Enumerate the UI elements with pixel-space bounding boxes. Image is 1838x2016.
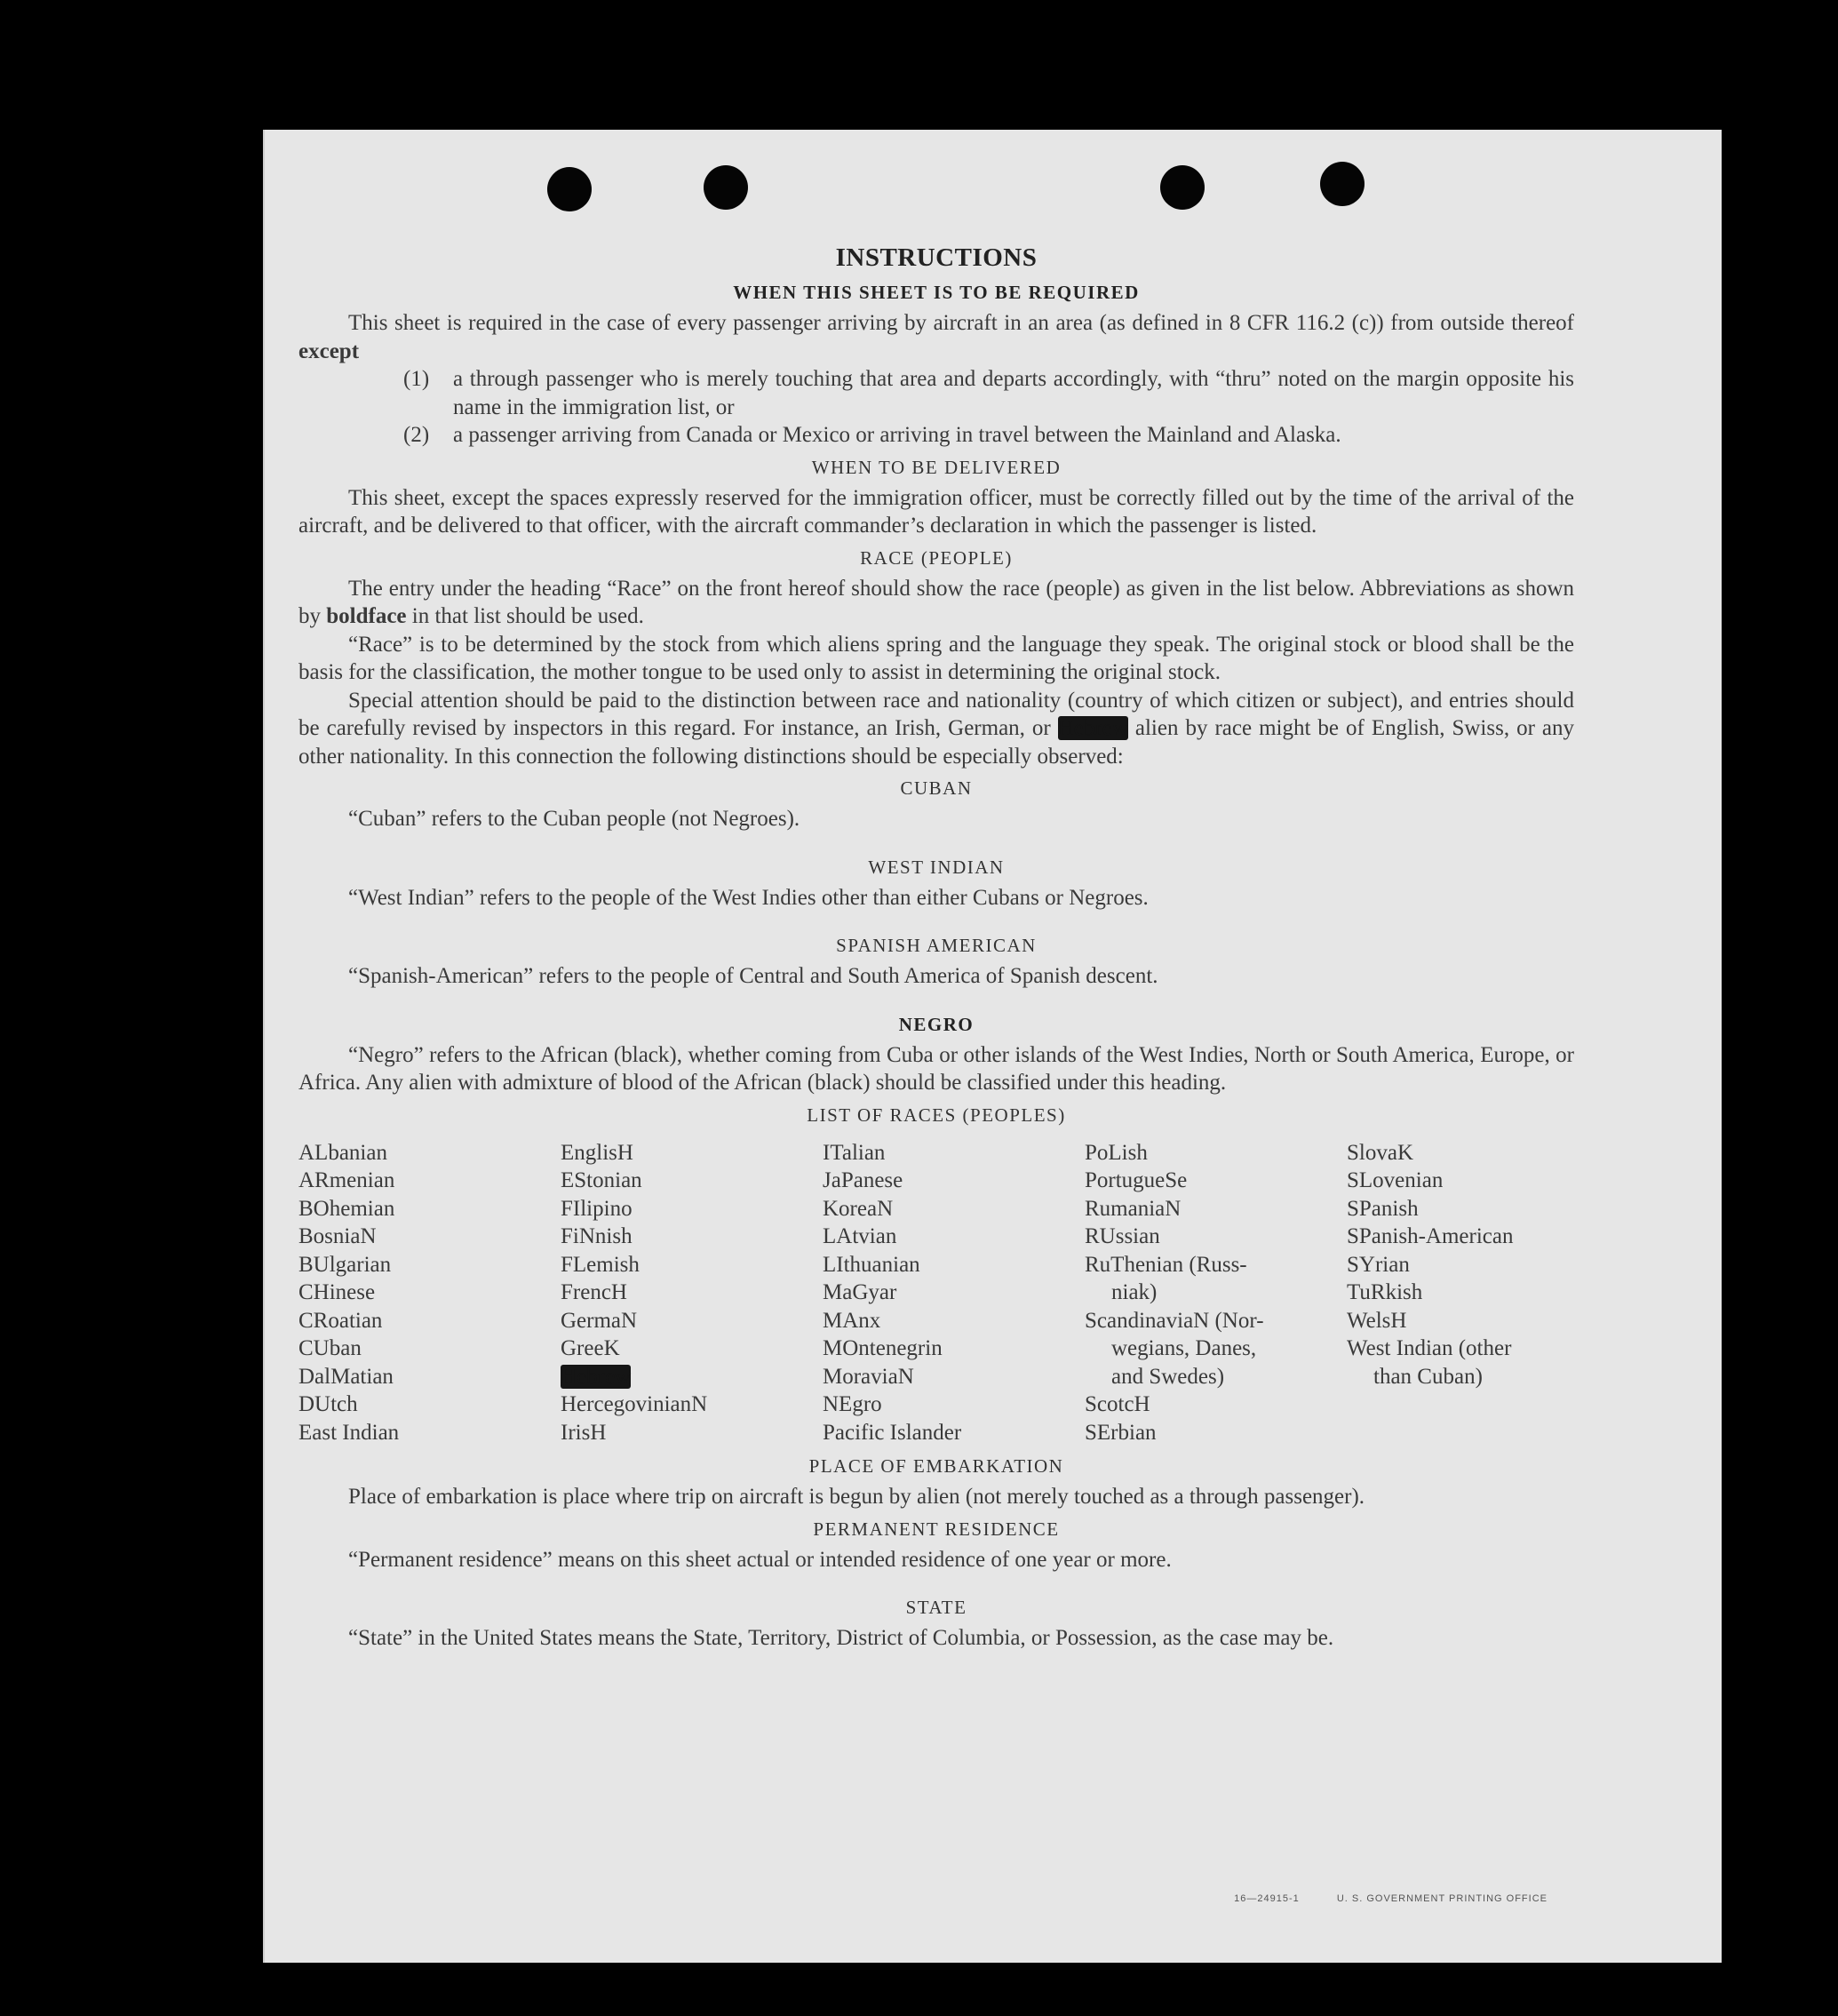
race-item: MAnx xyxy=(823,1308,881,1333)
race-item: BUlgarian xyxy=(298,1252,392,1277)
race-column xyxy=(298,1139,561,1447)
race-column xyxy=(561,1139,823,1447)
race-item: MOntenegrin xyxy=(823,1336,943,1360)
section-heading-when-delivered: WHEN TO BE DELIVERED xyxy=(811,456,1062,478)
section-heading-negro: NEGRO xyxy=(898,1013,975,1035)
race-item: DUtch xyxy=(298,1392,358,1416)
race-item-continuation: than Cuban) xyxy=(1373,1364,1483,1389)
permanent-residence-definition: “Permanent residence” means on this sheet actual or intended residence of one year or more. xyxy=(348,1547,1172,1572)
race-item: SLovenian xyxy=(1347,1168,1444,1192)
section-heading-state: STATE xyxy=(905,1597,967,1618)
race-item: EnglisH xyxy=(561,1140,633,1165)
race-item: CUban xyxy=(298,1336,362,1360)
form-number: 16—24915-1 xyxy=(1234,1893,1300,1904)
race-paragraph-2: “Race” is to be determined by the stock from which aliens spring and the language they speak. The original stock or blood shall be the basis for the classification, the mother tongue to be used only to assist in determining the original stock. xyxy=(298,632,1574,684)
race-item: RuThenian (Russ- xyxy=(1085,1252,1247,1277)
section-heading-embarkation: PLACE OF EMBARKATION xyxy=(808,1455,1064,1477)
race-column xyxy=(1347,1139,1574,1447)
race-item: FiNnish xyxy=(561,1224,633,1248)
form-footer xyxy=(1234,1893,1548,1904)
section-heading-cuban: CUBAN xyxy=(900,777,973,799)
struck-out-race: Hebrew xyxy=(561,1364,632,1389)
spanish-american-definition: “Spanish-American” refers to the people of Central and South America of Spanish descent. xyxy=(348,964,1158,988)
exception-item: (2) a passenger arriving from Canada or Mexico or arriving in travel between the Mainland and Alaska. xyxy=(403,423,1341,447)
race-item: MaGyar xyxy=(823,1280,897,1304)
struck-out-word: Hebrew xyxy=(1057,716,1128,740)
race-item: ScotcH xyxy=(1085,1392,1150,1416)
race-item: HercegovinianN xyxy=(561,1392,708,1416)
page-title: INSTRUCTIONS xyxy=(835,243,1038,272)
race-item: CHinese xyxy=(298,1280,376,1304)
race-item: IrisH xyxy=(561,1420,607,1445)
race-item: East Indian xyxy=(298,1420,400,1445)
section-heading-spanish-american: SPANISH AMERICAN xyxy=(836,935,1037,956)
race-item: ScandinaviaN (Nor- xyxy=(1085,1308,1264,1333)
race-item: ALbanian xyxy=(298,1140,387,1165)
section-heading-list-of-races: LIST OF RACES (PEOPLES) xyxy=(807,1104,1066,1126)
race-item: RUssian xyxy=(1085,1224,1160,1248)
instruction-sheet xyxy=(263,130,1722,1963)
negro-definition: “Negro” refers to the African (black), whether coming from Cuba or other islands of the West Indies, North or South America, Europe, or Africa. Any alien with admixture of blood of the African (black) should be classified under this heading. xyxy=(298,1042,1574,1095)
section-heading-permanent-residence: PERMANENT RESIDENCE xyxy=(813,1518,1060,1540)
race-item: MoraviaN xyxy=(823,1364,914,1389)
west-indian-definition: “West Indian” refers to the people of the West Indies other than either Cubans or Negroes. xyxy=(348,885,1149,910)
section-heading-when-required: WHEN THIS SHEET IS TO BE REQUIRED xyxy=(733,282,1140,303)
punch-hole xyxy=(547,167,592,211)
embarkation-definition: Place of embarkation is place where trip on aircraft is begun by alien (not merely touched as a through passenger). xyxy=(348,1485,1365,1509)
race-item: Pacific Islander xyxy=(823,1420,962,1445)
race-item xyxy=(561,1363,823,1391)
instructions-content xyxy=(298,243,1574,1653)
race-item: JaPanese xyxy=(823,1168,903,1192)
exception-item: (1) a through passenger who is merely touching that area and departs accordingly, with “thru” noted on the margin opposite his name in the immigration list, or xyxy=(403,367,1574,419)
race-item: TuRkish xyxy=(1347,1280,1423,1304)
when-required-text: This sheet is required in the case of every passenger arriving by aircraft in an area (as defined in 8 CFR 116.2 (c)) from outside thereof except xyxy=(298,311,1574,363)
race-item: BOhemian xyxy=(298,1196,395,1221)
race-paragraph-3: Special attention should be paid to the distinction between race and nationality (country of which citizen or subject), and entries should be carefully revised by inspectors in this regard. For instance, an Irish, German, or Hebrew alien by race might be of English, Swiss, or any other nationality. In this connection the following distinctions should be especially observed: xyxy=(298,688,1574,769)
punch-hole xyxy=(704,165,748,210)
race-item: RumaniaN xyxy=(1085,1196,1182,1221)
race-item: FrencH xyxy=(561,1280,627,1304)
race-item: LAtvian xyxy=(823,1224,897,1248)
race-item: EStonian xyxy=(561,1168,642,1192)
race-item: West Indian (other xyxy=(1347,1336,1512,1360)
race-item: BosniaN xyxy=(298,1224,377,1248)
section-heading-west-indian: WEST INDIAN xyxy=(868,856,1005,878)
punch-hole xyxy=(1160,165,1205,210)
race-item: CRoatian xyxy=(298,1308,383,1333)
when-delivered-text: This sheet, except the spaces expressly reserved for the immigration officer, must be correctly filled out by the time of the arrival of the aircraft, and be delivered to that officer, with the aircraft commander’s declaration in which the passenger is listed. xyxy=(298,485,1574,538)
race-item: GermaN xyxy=(561,1308,638,1333)
race-column xyxy=(1085,1139,1347,1447)
race-item: ARmenian xyxy=(298,1168,395,1192)
race-item: FLemish xyxy=(561,1252,640,1277)
race-item: PortugueSe xyxy=(1085,1168,1188,1192)
race-column xyxy=(823,1139,1085,1447)
race-item: SErbian xyxy=(1085,1420,1157,1445)
race-item: WelsH xyxy=(1347,1308,1407,1333)
race-paragraph-1: The entry under the heading “Race” on the front hereof should show the race (people) as given in the list below. Abbreviations as shown by boldface in that list should be used. xyxy=(298,576,1574,628)
race-item: KoreaN xyxy=(823,1196,894,1221)
printer-imprint: U. S. GOVERNMENT PRINTING OFFICE xyxy=(1336,1893,1548,1904)
section-heading-race: RACE (PEOPLE) xyxy=(860,546,1013,569)
race-item-continuation: wegians, Danes, xyxy=(1111,1336,1257,1360)
race-item-continuation: niak) xyxy=(1111,1280,1158,1304)
list-of-races xyxy=(298,1139,1574,1447)
race-item: FIlipino xyxy=(561,1196,633,1221)
race-item: SPanish-American xyxy=(1347,1224,1514,1248)
race-item: GreeK xyxy=(561,1336,620,1360)
race-item: PoLish xyxy=(1085,1140,1148,1165)
race-item: SYrian xyxy=(1347,1252,1410,1277)
race-item: NEgro xyxy=(823,1392,882,1416)
punch-hole xyxy=(1320,162,1365,206)
race-item: DalMatian xyxy=(298,1364,394,1389)
cuban-definition: “Cuban” refers to the Cuban people (not Negroes). xyxy=(348,807,800,831)
race-item: SlovaK xyxy=(1347,1140,1413,1165)
race-item: SPanish xyxy=(1347,1196,1419,1221)
race-item-continuation: and Swedes) xyxy=(1111,1364,1225,1389)
state-definition: “State” in the United States means the State, Territory, District of Columbia, or Possession, as the case may be. xyxy=(348,1626,1334,1650)
race-item: LIthuanian xyxy=(823,1252,920,1277)
race-item: ITalian xyxy=(823,1140,886,1165)
